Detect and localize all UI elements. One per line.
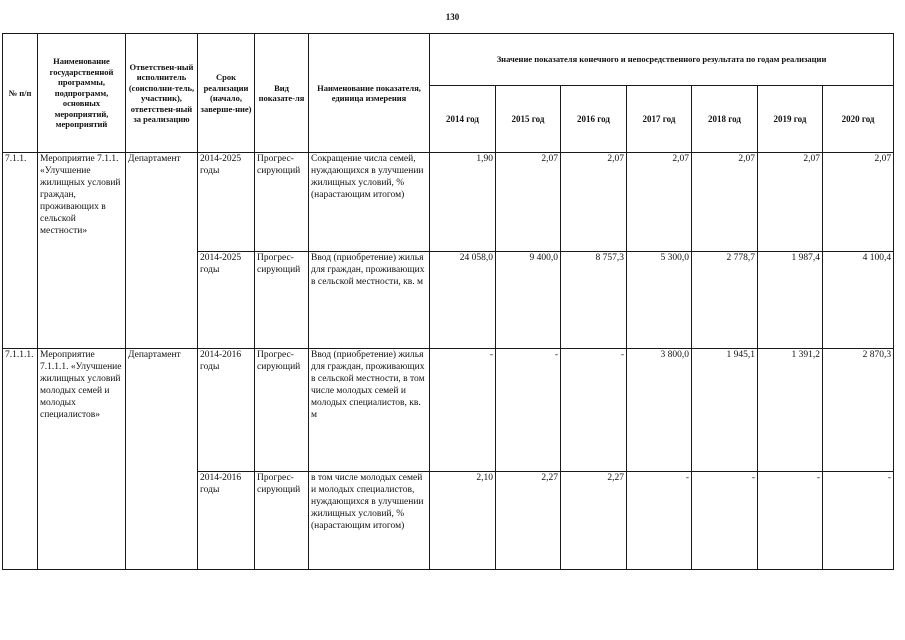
- page-number: 130: [445, 12, 460, 22]
- row-value: -: [430, 349, 496, 472]
- row-indicator: Ввод (приобретение) жилья для граждан, проживающих в сельской местности, в том числе молодых семей и молодых специалистов, кв. м: [309, 349, 430, 472]
- row-value: 1 391,2: [758, 349, 823, 472]
- row-value: 24 058,0: [430, 252, 496, 349]
- row-value: 2,10: [430, 472, 496, 570]
- row-indicator: Ввод (приобретение) жилья для граждан, проживающих в сельской местности, кв. м: [309, 252, 430, 349]
- header-values-group: Значение показателя конечного и непосредственного результата по годам реализации: [430, 34, 894, 86]
- row-kind: Прогрес-сирующий: [255, 472, 309, 570]
- header-year: 2015 год: [496, 86, 561, 153]
- row-value: 2,07: [561, 153, 627, 252]
- row-kind: Прогрес-сирующий: [255, 349, 309, 472]
- row-value: 1 945,1: [692, 349, 758, 472]
- row-indicator: в том числе молодых семей и молодых специалистов, нуждающихся в улучшении жилищных условий, % (нарастающим итогом): [309, 472, 430, 570]
- row-num: 7.1.1.1.: [3, 349, 38, 570]
- row-kind: Прогрес-сирующий: [255, 153, 309, 252]
- header-kind: Вид показате-ля: [255, 34, 309, 153]
- row-responsible: Департамент: [126, 349, 198, 570]
- row-value: -: [496, 349, 561, 472]
- row-kind: Прогрес-сирующий: [255, 252, 309, 349]
- row-value: 2,07: [627, 153, 692, 252]
- row-value: -: [627, 472, 692, 570]
- row-name: Мероприятие 7.1.1.1. «Улучшение жилищных условий молодых семей и молодых специалистов»: [38, 349, 126, 570]
- header-year: 2017 год: [627, 86, 692, 153]
- row-value: 2,27: [496, 472, 561, 570]
- row-value: -: [758, 472, 823, 570]
- row-num: 7.1.1.: [3, 153, 38, 349]
- row-value: 2,27: [561, 472, 627, 570]
- row-value: 4 100,4: [823, 252, 894, 349]
- header-year: 2019 год: [758, 86, 823, 153]
- row-value: 2,07: [823, 153, 894, 252]
- row-value: 3 800,0: [627, 349, 692, 472]
- header-term: Срок реализации (начало, заверше-ние): [198, 34, 255, 153]
- row-value: -: [561, 349, 627, 472]
- header-name: Наименование государственной программы, подпрограмм, основных мероприятий, мероприятий: [38, 34, 126, 153]
- row-name: Мероприятие 7.1.1. «Улучшение жилищных условий граждан, проживающих в сельской местности»: [38, 153, 126, 349]
- row-value: 2,07: [692, 153, 758, 252]
- row-value: 2,07: [758, 153, 823, 252]
- row-value: 2,07: [496, 153, 561, 252]
- row-term: 2014-2016 годы: [198, 472, 255, 570]
- header-num: № п/п: [3, 34, 38, 153]
- header-year: 2020 год: [823, 86, 894, 153]
- row-responsible: Департамент: [126, 153, 198, 349]
- row-value: 9 400,0: [496, 252, 561, 349]
- table-row: [3, 153, 894, 252]
- header-year: 2014 год: [430, 86, 496, 153]
- row-value: 5 300,0: [627, 252, 692, 349]
- row-value: -: [692, 472, 758, 570]
- row-value: 1,90: [430, 153, 496, 252]
- row-term: 2014-2025 годы: [198, 252, 255, 349]
- row-term: 2014-2025 годы: [198, 153, 255, 252]
- header-indicator: Наименование показателя, единица измерения: [309, 34, 430, 153]
- header-year: 2018 год: [692, 86, 758, 153]
- row-value: -: [823, 472, 894, 570]
- indicators-table: [2, 33, 894, 570]
- row-value: 2 778,7: [692, 252, 758, 349]
- row-value: 2 870,3: [823, 349, 894, 472]
- row-indicator: Сокращение числа семей, нуждающихся в улучшении жилищных условий, % (нарастающим итогом): [309, 153, 430, 252]
- row-value: 1 987,4: [758, 252, 823, 349]
- row-term: 2014-2016 годы: [198, 349, 255, 472]
- row-value: 8 757,3: [561, 252, 627, 349]
- table-row: [3, 349, 894, 472]
- header-responsible: Ответствен-ный исполнитель (соисполни-тель, участник), ответствен-ный за реализацию: [126, 34, 198, 153]
- header-year: 2016 год: [561, 86, 627, 153]
